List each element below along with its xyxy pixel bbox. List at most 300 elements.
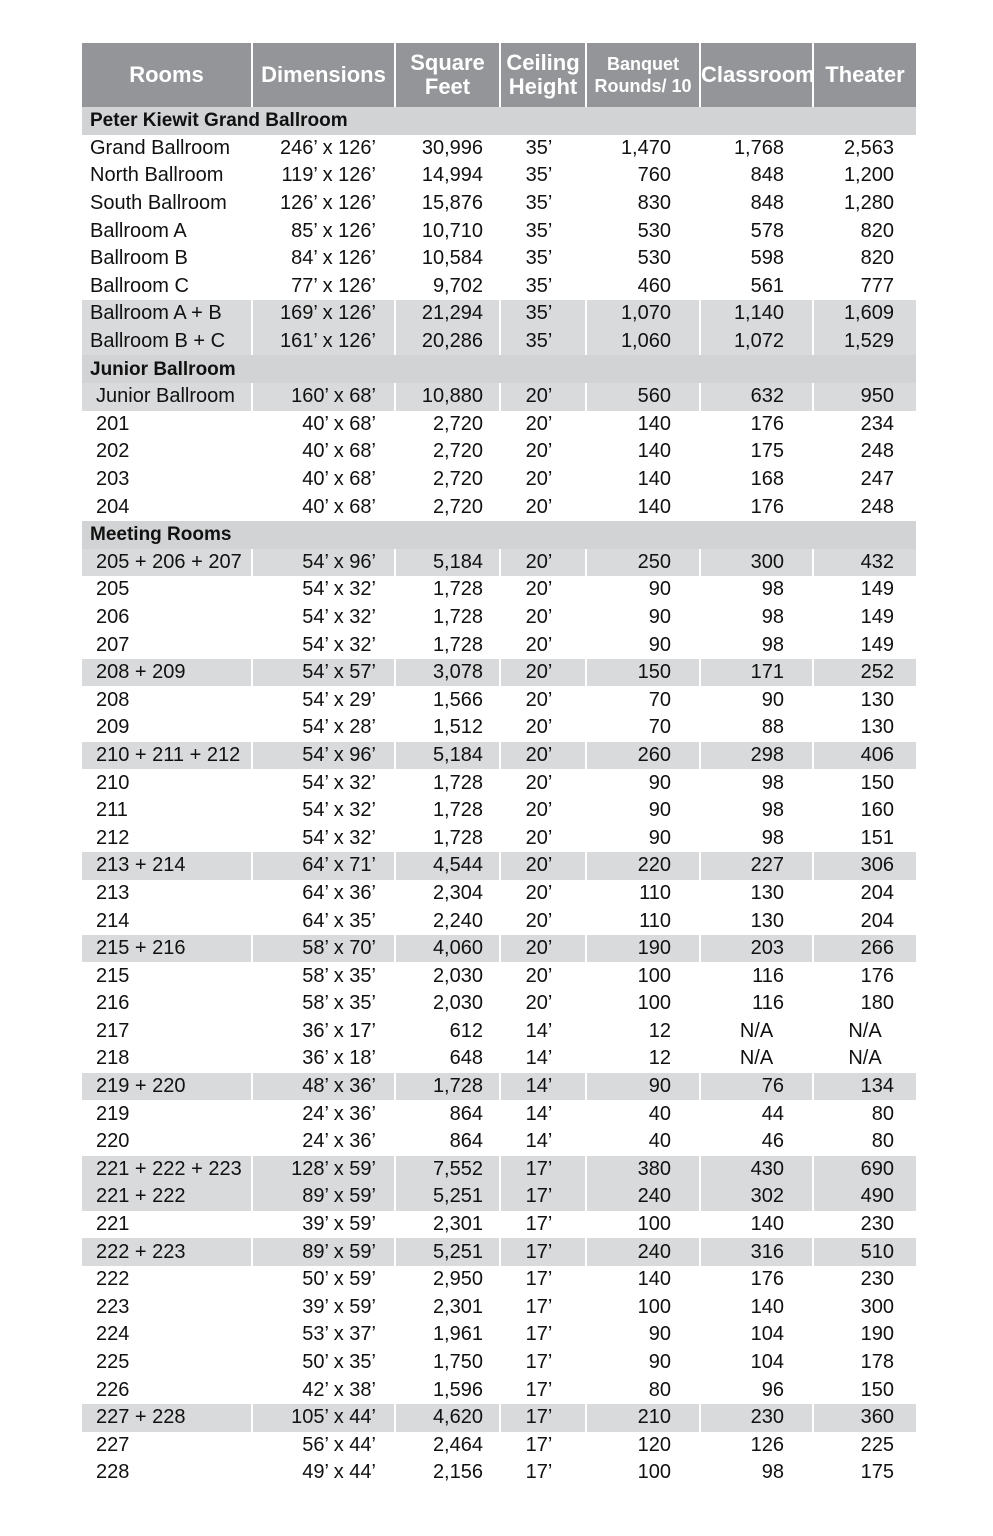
header-row <box>82 43 916 107</box>
table-row <box>82 1128 916 1156</box>
ceiling-height-cell: 20’ <box>500 935 586 963</box>
banquet-cell: 380 <box>586 1156 700 1184</box>
theater-cell: 510 <box>813 1238 916 1266</box>
square-feet-cell: 15,876 <box>395 190 500 218</box>
room-name-cell: 227 <box>96 1433 130 1456</box>
ceiling-height-cell: 35’ <box>500 328 586 356</box>
banquet-cell: 12 <box>586 1018 700 1046</box>
theater-cell: 690 <box>813 1156 916 1184</box>
classroom-cell: 130 <box>700 907 813 935</box>
table-row <box>82 631 916 659</box>
square-feet-cell: 4,620 <box>395 1404 500 1432</box>
ceiling-height-cell: 20’ <box>500 438 586 466</box>
room-name-cell: 227 + 228 <box>82 1404 252 1432</box>
ceiling-height-cell: 20’ <box>500 824 586 852</box>
dimensions-cell: 105’ x 44’ <box>252 1404 395 1432</box>
banquet-cell: 140 <box>586 466 700 494</box>
square-feet-cell: 1,566 <box>395 686 500 714</box>
table-row <box>82 300 916 328</box>
header-banquet: Banquet Rounds/ 10 <box>586 43 700 107</box>
banquet-cell: 1,070 <box>586 300 700 328</box>
square-feet-cell: 1,728 <box>395 797 500 825</box>
banquet-cell: 260 <box>586 742 700 770</box>
banquet-cell: 90 <box>586 604 700 632</box>
ceiling-height-cell: 35’ <box>500 273 586 301</box>
theater-cell: 151 <box>813 824 916 852</box>
dimensions-cell: 53’ x 37’ <box>252 1321 395 1349</box>
ceiling-height-cell: 20’ <box>500 493 586 521</box>
square-feet-cell: 20,286 <box>395 328 500 356</box>
dimensions-cell: 160’ x 68’ <box>252 383 395 411</box>
table-row <box>82 604 916 632</box>
theater-cell: N/A <box>813 1045 916 1073</box>
header-classroom: Classroom <box>700 43 813 107</box>
room-name-cell: North Ballroom <box>90 164 224 187</box>
banquet-cell: 250 <box>586 549 700 577</box>
room-name-cell: 210 <box>96 771 130 794</box>
classroom-cell: 126 <box>700 1432 813 1460</box>
dimensions-cell: 54’ x 28’ <box>252 714 395 742</box>
banquet-cell: 110 <box>586 880 700 908</box>
square-feet-cell: 648 <box>395 1045 500 1073</box>
ceiling-height-cell: 17’ <box>500 1294 586 1322</box>
theater-cell: 2,563 <box>813 135 916 163</box>
theater-cell: 80 <box>813 1100 916 1128</box>
section-header-row <box>82 521 916 549</box>
square-feet-cell: 5,251 <box>395 1238 500 1266</box>
ceiling-height-cell: 14’ <box>500 1100 586 1128</box>
theater-cell: N/A <box>813 1018 916 1046</box>
banquet-cell: 1,470 <box>586 135 700 163</box>
banquet-cell: 100 <box>586 1294 700 1322</box>
classroom-cell: 578 <box>700 217 813 245</box>
ceiling-height-cell: 17’ <box>500 1349 586 1377</box>
table-row <box>82 162 916 190</box>
ceiling-height-cell: 20’ <box>500 686 586 714</box>
classroom-cell: N/A <box>700 1045 813 1073</box>
theater-cell: 490 <box>813 1183 916 1211</box>
banquet-cell: 460 <box>586 273 700 301</box>
classroom-cell: 104 <box>700 1349 813 1377</box>
room-name-cell: 206 <box>96 605 130 628</box>
theater-cell: 1,280 <box>813 190 916 218</box>
table-row <box>82 962 916 990</box>
dimensions-cell: 54’ x 96’ <box>252 742 395 770</box>
classroom-cell: 176 <box>700 1266 813 1294</box>
theater-cell: 1,529 <box>813 328 916 356</box>
square-feet-cell: 21,294 <box>395 300 500 328</box>
banquet-cell: 90 <box>586 1349 700 1377</box>
square-feet-cell: 4,544 <box>395 852 500 880</box>
theater-cell: 149 <box>813 631 916 659</box>
room-capacity-table <box>82 43 916 1487</box>
classroom-cell: 1,140 <box>700 300 813 328</box>
dimensions-cell: 89’ x 59’ <box>252 1183 395 1211</box>
classroom-cell: 116 <box>700 990 813 1018</box>
ceiling-height-cell: 20’ <box>500 659 586 687</box>
classroom-cell: 300 <box>700 549 813 577</box>
table-row <box>82 1321 916 1349</box>
ceiling-height-cell: 35’ <box>500 217 586 245</box>
room-name-cell: 220 <box>96 1130 130 1153</box>
table-row <box>82 245 916 273</box>
classroom-cell: 98 <box>700 824 813 852</box>
table-row <box>82 1432 916 1460</box>
table-row <box>82 1018 916 1046</box>
square-feet-cell: 10,584 <box>395 245 500 273</box>
classroom-cell: 227 <box>700 852 813 880</box>
dimensions-cell: 54’ x 32’ <box>252 824 395 852</box>
header-ceiling-height: Ceiling Height <box>500 43 586 107</box>
dimensions-cell: 77’ x 126’ <box>252 273 395 301</box>
table-row <box>82 907 916 935</box>
table-row <box>82 1349 916 1377</box>
ceiling-height-cell: 20’ <box>500 990 586 1018</box>
dimensions-cell: 85’ x 126’ <box>252 217 395 245</box>
square-feet-cell: 10,880 <box>395 383 500 411</box>
theater-cell: 130 <box>813 714 916 742</box>
ceiling-height-cell: 20’ <box>500 880 586 908</box>
classroom-cell: 76 <box>700 1073 813 1101</box>
theater-cell: 190 <box>813 1321 916 1349</box>
room-name-cell: Grand Ballroom <box>90 136 231 159</box>
banquet-cell: 90 <box>586 1321 700 1349</box>
theater-cell: 176 <box>813 962 916 990</box>
room-name-cell: 217 <box>96 1019 130 1042</box>
theater-cell: 178 <box>813 1349 916 1377</box>
theater-cell: 820 <box>813 217 916 245</box>
theater-cell: 1,609 <box>813 300 916 328</box>
square-feet-cell: 2,720 <box>395 411 500 439</box>
table-row <box>82 797 916 825</box>
theater-cell: 248 <box>813 493 916 521</box>
theater-cell: 252 <box>813 659 916 687</box>
theater-cell: 777 <box>813 273 916 301</box>
dimensions-cell: 64’ x 35’ <box>252 907 395 935</box>
room-name-cell: 226 <box>96 1378 130 1401</box>
classroom-cell: 203 <box>700 935 813 963</box>
classroom-cell: 176 <box>700 493 813 521</box>
table-row <box>82 466 916 494</box>
classroom-cell: 175 <box>700 438 813 466</box>
room-name-cell: Ballroom B <box>90 247 188 270</box>
dimensions-cell: 36’ x 17’ <box>252 1018 395 1046</box>
ceiling-height-cell: 35’ <box>500 245 586 273</box>
theater-cell: 234 <box>813 411 916 439</box>
room-name-cell: 213 + 214 <box>82 852 252 880</box>
banquet-cell: 830 <box>586 190 700 218</box>
ceiling-height-cell: 20’ <box>500 549 586 577</box>
room-name-cell: 219 <box>96 1102 130 1125</box>
banquet-cell: 240 <box>586 1238 700 1266</box>
table-row <box>82 493 916 521</box>
table-row <box>82 411 916 439</box>
section-header-row <box>82 107 916 135</box>
room-name-cell: 211 <box>96 799 128 822</box>
room-name-cell: 223 <box>96 1295 130 1318</box>
dimensions-cell: 54’ x 32’ <box>252 769 395 797</box>
table-row <box>82 438 916 466</box>
room-name-cell: 216 <box>96 992 130 1015</box>
table-row <box>82 1100 916 1128</box>
banquet-cell: 1,060 <box>586 328 700 356</box>
dimensions-cell: 84’ x 126’ <box>252 245 395 273</box>
room-name-cell: 205 + 206 + 207 <box>82 549 252 577</box>
classroom-cell: 230 <box>700 1404 813 1432</box>
classroom-cell: 98 <box>700 576 813 604</box>
room-name-cell: 203 <box>96 468 130 491</box>
dimensions-cell: 40’ x 68’ <box>252 493 395 521</box>
table-row <box>82 1294 916 1322</box>
banquet-cell: 150 <box>586 659 700 687</box>
table-row <box>82 190 916 218</box>
theater-cell: 432 <box>813 549 916 577</box>
ceiling-height-cell: 35’ <box>500 162 586 190</box>
square-feet-cell: 2,156 <box>395 1459 500 1487</box>
room-name-cell: 202 <box>96 440 130 463</box>
classroom-cell: 90 <box>700 686 813 714</box>
theater-cell: 225 <box>813 1432 916 1460</box>
table-row <box>82 1238 916 1266</box>
classroom-cell: 176 <box>700 411 813 439</box>
square-feet-cell: 1,961 <box>395 1321 500 1349</box>
theater-cell: 266 <box>813 935 916 963</box>
banquet-cell: 210 <box>586 1404 700 1432</box>
square-feet-cell: 1,728 <box>395 1073 500 1101</box>
square-feet-cell: 2,720 <box>395 493 500 521</box>
table-body <box>82 107 916 1487</box>
dimensions-cell: 161’ x 126’ <box>252 328 395 356</box>
ceiling-height-cell: 20’ <box>500 411 586 439</box>
room-name-cell: 218 <box>96 1047 130 1070</box>
banquet-cell: 240 <box>586 1183 700 1211</box>
dimensions-cell: 40’ x 68’ <box>252 411 395 439</box>
ceiling-height-cell: 17’ <box>500 1156 586 1184</box>
table-row <box>82 1459 916 1487</box>
dimensions-cell: 58’ x 35’ <box>252 962 395 990</box>
room-name-cell: 215 + 216 <box>82 935 252 963</box>
banquet-cell: 90 <box>586 631 700 659</box>
header-dimensions: Dimensions <box>252 43 395 107</box>
banquet-cell: 560 <box>586 383 700 411</box>
room-name-cell: Junior Ballroom <box>82 383 252 411</box>
dimensions-cell: 54’ x 32’ <box>252 604 395 632</box>
ceiling-height-cell: 20’ <box>500 962 586 990</box>
table-row <box>82 686 916 714</box>
banquet-cell: 40 <box>586 1100 700 1128</box>
dimensions-cell: 24’ x 36’ <box>252 1128 395 1156</box>
theater-cell: 1,200 <box>813 162 916 190</box>
theater-cell: 204 <box>813 907 916 935</box>
dimensions-cell: 50’ x 35’ <box>252 1349 395 1377</box>
banquet-cell: 100 <box>586 1459 700 1487</box>
ceiling-height-cell: 20’ <box>500 742 586 770</box>
square-feet-cell: 2,304 <box>395 880 500 908</box>
ceiling-height-cell: 17’ <box>500 1211 586 1239</box>
classroom-cell: 848 <box>700 190 813 218</box>
ceiling-height-cell: 20’ <box>500 383 586 411</box>
table-row <box>82 1156 916 1184</box>
square-feet-cell: 1,728 <box>395 769 500 797</box>
theater-cell: 175 <box>813 1459 916 1487</box>
square-feet-cell: 1,728 <box>395 604 500 632</box>
ceiling-height-cell: 17’ <box>500 1238 586 1266</box>
table-row <box>82 1266 916 1294</box>
square-feet-cell: 2,464 <box>395 1432 500 1460</box>
classroom-cell: 561 <box>700 273 813 301</box>
square-feet-cell: 1,728 <box>395 631 500 659</box>
dimensions-cell: 246’ x 126’ <box>252 135 395 163</box>
table-row <box>82 576 916 604</box>
square-feet-cell: 1,512 <box>395 714 500 742</box>
classroom-cell: 98 <box>700 797 813 825</box>
room-name-cell: Ballroom A <box>90 219 187 242</box>
ceiling-height-cell: 14’ <box>500 1073 586 1101</box>
banquet-cell: 100 <box>586 1211 700 1239</box>
dimensions-cell: 54’ x 96’ <box>252 549 395 577</box>
room-name-cell: 208 <box>96 688 130 711</box>
table-row <box>82 217 916 245</box>
square-feet-cell: 30,996 <box>395 135 500 163</box>
banquet-cell: 140 <box>586 493 700 521</box>
classroom-cell: 130 <box>700 880 813 908</box>
banquet-cell: 100 <box>586 962 700 990</box>
banquet-cell: 70 <box>586 686 700 714</box>
ceiling-height-cell: 35’ <box>500 190 586 218</box>
banquet-cell: 90 <box>586 1073 700 1101</box>
dimensions-cell: 40’ x 68’ <box>252 438 395 466</box>
section-header-row <box>82 355 916 383</box>
dimensions-cell: 39’ x 59’ <box>252 1211 395 1239</box>
room-name-cell: 208 + 209 <box>82 659 252 687</box>
classroom-cell: 140 <box>700 1294 813 1322</box>
room-name-cell: 213 <box>96 881 130 904</box>
banquet-cell: 80 <box>586 1376 700 1404</box>
ceiling-height-cell: 20’ <box>500 631 586 659</box>
classroom-cell: 171 <box>700 659 813 687</box>
banquet-cell: 530 <box>586 245 700 273</box>
table-row <box>82 1376 916 1404</box>
square-feet-cell: 5,251 <box>395 1183 500 1211</box>
ceiling-height-cell: 17’ <box>500 1376 586 1404</box>
classroom-cell: 1,072 <box>700 328 813 356</box>
banquet-cell: 90 <box>586 824 700 852</box>
classroom-cell: 598 <box>700 245 813 273</box>
table-row <box>82 1404 916 1432</box>
dimensions-cell: 64’ x 71’ <box>252 852 395 880</box>
ceiling-height-cell: 20’ <box>500 769 586 797</box>
banquet-cell: 110 <box>586 907 700 935</box>
table-row <box>82 273 916 301</box>
room-name-cell: Ballroom A + B <box>82 300 252 328</box>
classroom-cell: 848 <box>700 162 813 190</box>
dimensions-cell: 58’ x 35’ <box>252 990 395 1018</box>
room-name-cell: 222 + 223 <box>82 1238 252 1266</box>
dimensions-cell: 50’ x 59’ <box>252 1266 395 1294</box>
banquet-cell: 70 <box>586 714 700 742</box>
banquet-cell: 120 <box>586 1432 700 1460</box>
section-title: Meeting Rooms <box>82 521 916 549</box>
banquet-cell: 530 <box>586 217 700 245</box>
square-feet-cell: 864 <box>395 1128 500 1156</box>
dimensions-cell: 119’ x 126’ <box>252 162 395 190</box>
square-feet-cell: 2,030 <box>395 990 500 1018</box>
dimensions-cell: 40’ x 68’ <box>252 466 395 494</box>
ceiling-height-cell: 17’ <box>500 1432 586 1460</box>
room-name-cell: 207 <box>96 633 130 656</box>
ceiling-height-cell: 14’ <box>500 1045 586 1073</box>
theater-cell: 248 <box>813 438 916 466</box>
classroom-cell: 98 <box>700 769 813 797</box>
table-row <box>82 549 916 577</box>
theater-cell: 247 <box>813 466 916 494</box>
table-row <box>82 714 916 742</box>
banquet-cell: 90 <box>586 576 700 604</box>
banquet-cell: 90 <box>586 769 700 797</box>
square-feet-cell: 3,078 <box>395 659 500 687</box>
theater-cell: 306 <box>813 852 916 880</box>
dimensions-cell: 54’ x 32’ <box>252 576 395 604</box>
banquet-cell: 220 <box>586 852 700 880</box>
room-name-cell: 204 <box>96 495 130 518</box>
banquet-cell: 140 <box>586 411 700 439</box>
room-name-cell: 224 <box>96 1323 130 1346</box>
classroom-cell: N/A <box>700 1018 813 1046</box>
theater-cell: 406 <box>813 742 916 770</box>
square-feet-cell: 2,950 <box>395 1266 500 1294</box>
room-name-cell: 219 + 220 <box>82 1073 252 1101</box>
table-row <box>82 135 916 163</box>
theater-cell: 134 <box>813 1073 916 1101</box>
banquet-cell: 12 <box>586 1045 700 1073</box>
theater-cell: 300 <box>813 1294 916 1322</box>
table-row <box>82 1073 916 1101</box>
table-row <box>82 742 916 770</box>
ceiling-height-cell: 20’ <box>500 466 586 494</box>
square-feet-cell: 1,728 <box>395 576 500 604</box>
room-name-cell: 209 <box>96 716 130 739</box>
classroom-cell: 116 <box>700 962 813 990</box>
square-feet-cell: 9,702 <box>395 273 500 301</box>
dimensions-cell: 126’ x 126’ <box>252 190 395 218</box>
table-row <box>82 990 916 1018</box>
classroom-cell: 98 <box>700 1459 813 1487</box>
section-title: Peter Kiewit Grand Ballroom <box>82 107 916 135</box>
room-name-cell: 214 <box>96 909 130 932</box>
table-row <box>82 880 916 908</box>
ceiling-height-cell: 20’ <box>500 576 586 604</box>
theater-cell: 950 <box>813 383 916 411</box>
ceiling-height-cell: 35’ <box>500 300 586 328</box>
classroom-cell: 302 <box>700 1183 813 1211</box>
square-feet-cell: 2,720 <box>395 438 500 466</box>
room-name-cell: 205 <box>96 578 130 601</box>
classroom-cell: 98 <box>700 604 813 632</box>
room-name-cell: 221 + 222 + 223 <box>82 1156 252 1184</box>
theater-cell: 820 <box>813 245 916 273</box>
table-row <box>82 852 916 880</box>
ceiling-height-cell: 20’ <box>500 907 586 935</box>
square-feet-cell: 612 <box>395 1018 500 1046</box>
ceiling-height-cell: 20’ <box>500 797 586 825</box>
room-capacity-table-container <box>82 43 916 1487</box>
ceiling-height-cell: 17’ <box>500 1404 586 1432</box>
banquet-cell: 140 <box>586 438 700 466</box>
square-feet-cell: 1,728 <box>395 824 500 852</box>
banquet-cell: 40 <box>586 1128 700 1156</box>
square-feet-cell: 2,030 <box>395 962 500 990</box>
section-title: Junior Ballroom <box>82 355 916 383</box>
